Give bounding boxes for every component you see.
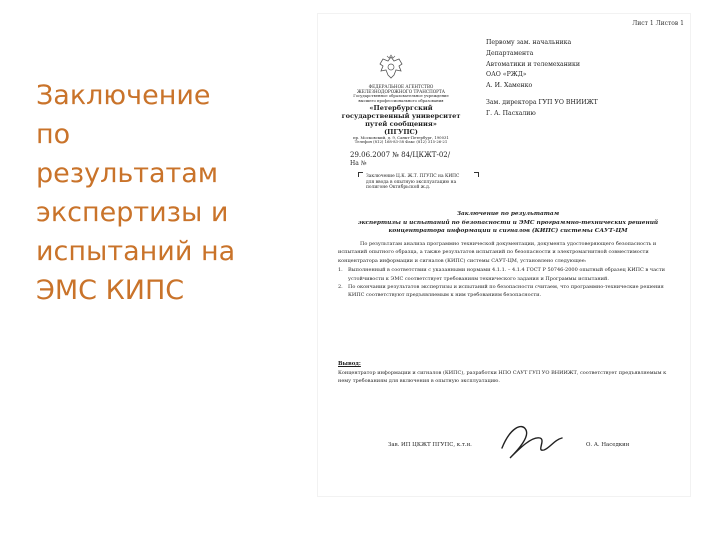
outgoing-ref: На №	[350, 160, 367, 167]
page-label: Лист 1 Листов 1	[632, 20, 684, 27]
heading-line: концентратора информации и сигналов (КИПС) системы САУТ-ЦМ	[388, 228, 628, 235]
org-name-line: путей сообщения»	[365, 119, 437, 128]
heading-line: экспертизы и испытаний по безопасности и ЭМС программно-технических решений	[357, 219, 659, 226]
conclusion-block	[338, 360, 674, 386]
subject-line: Заключение Ц.К. Ж.Т. ПГУПС на КИПС	[366, 174, 460, 179]
org-type-line: Государственное образовательное учреждение	[353, 93, 449, 99]
org-name-line: (ПГУПС)	[384, 127, 418, 136]
slide-title	[36, 76, 276, 310]
subject-corner-mark	[358, 172, 363, 177]
subject-block	[366, 174, 476, 191]
addressee-block	[486, 38, 636, 120]
title-line: результатам	[36, 158, 219, 189]
title-line: испытаний на	[36, 236, 236, 267]
org-address-line: Телефон (812) 168-83-58 Факс (812) 315-26-21	[354, 139, 448, 145]
numbered-item	[338, 283, 674, 300]
numbered-item	[338, 266, 674, 283]
subject-line: полигоне Октябрьской ж.д.	[366, 185, 431, 191]
org-name-line: «Петербургский	[369, 103, 433, 112]
organization-block	[336, 84, 466, 145]
item-number: 2.	[338, 284, 343, 291]
heading-line: Заключение по результатам	[456, 211, 560, 217]
intro-paragraph: По результатам анализа программно технической документации, документа удостоверяющего безопасность и испытаний опытного образца, а также результатов испытаний по безопасности и электромагнитной совместимости концентратора информации и сигналов (КИПС) системы САУТ-ЦМ, установлено следующее:	[338, 241, 657, 264]
title-line: экспертизы и	[36, 197, 229, 228]
title-line: ЭМС КИПС	[36, 275, 185, 306]
double-headed-eagle-emblem-icon	[376, 54, 406, 82]
title-line: Заключение	[36, 80, 211, 111]
org-type-line: высшего профессионального образования	[358, 98, 444, 103]
signer-position: Зав. ИП ЦКЖТ ПГУПС, к.т.н.	[388, 442, 472, 448]
conclusion-text: Концентратор информации и сигналов (КИПС), разработки НПО САУТ ГУП УО ВНИИЖТ, соответствует предъявляемым к нему требованиям для включения в опытную эксплуатацию.	[338, 370, 667, 385]
outgoing-number: 29.06.2007 № 84/ЦКЖТ-02/	[350, 151, 451, 159]
conclusion-label: Вывод:	[338, 361, 361, 367]
org-name-line: государственный университет	[341, 111, 461, 120]
addressee-line: А. И. Хаменко	[486, 82, 533, 90]
handwritten-signature	[496, 418, 566, 464]
agency-line: ФЕДЕРАЛЬНОЕ АГЕНТСТВО	[368, 84, 434, 89]
addressee-line: Автоматики и телемеханики	[486, 60, 580, 68]
subject-line: для ввода в опытную эксплуатацию на	[366, 179, 457, 185]
signer-name: О. А. Наседкин	[586, 442, 630, 448]
agency-line: ЖЕЛЕЗНОДОРОЖНОГО ТРАНСПОРТА	[357, 89, 445, 95]
item-number: 1.	[338, 267, 343, 274]
addressee-line: Г. А. Пасхалию	[486, 109, 536, 117]
org-address-line: пр. Московский, д. 9, Санкт-Петербург, 190031	[353, 134, 449, 140]
addressee-line: Департамента	[486, 49, 534, 57]
document-heading	[338, 210, 678, 236]
scanned-document	[318, 14, 690, 496]
title-line: по	[36, 119, 71, 150]
document-body	[338, 240, 674, 300]
item-text: По окончании результатов экспертизы и испытаний по безопасности считаем, что программно-технические решения КИПС соответствуют предъявляемым к ним требованиям безопасности.	[348, 284, 664, 299]
addressee-line: ОАО «РЖД»	[486, 71, 527, 79]
item-text: Выполненный в соответствии с указанными нормами 4.1.1. – 4.1.4 ГОСТ Р 50746-2000 опытный образец КИПС в части устойчивости к ЭМС соответствует требованиям технического задания и Программы испытаний.	[348, 267, 665, 282]
addressee-line: Первому зам. начальника	[486, 39, 572, 46]
addressee-line: Зам. директора ГУП УО ВНИИЖТ	[486, 98, 598, 106]
